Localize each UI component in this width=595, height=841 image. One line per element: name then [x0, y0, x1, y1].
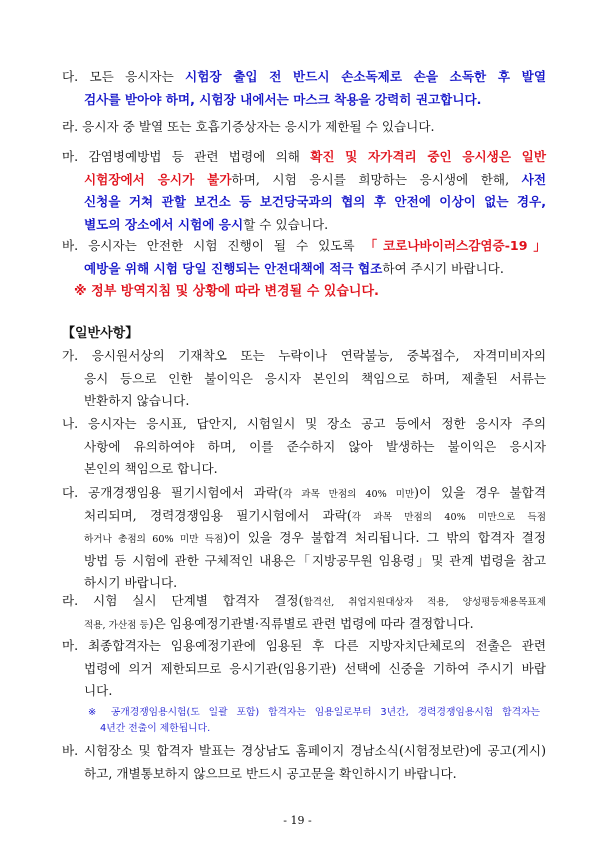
text: )이 있을 경우 불합격 처리됩니다. 그 밖의 합격자 결정: [223, 530, 546, 545]
text: 바. 응시자는 안전한 시험 진행이 될 수 있도록: [62, 238, 365, 253]
section-heading: 【일반사항】: [62, 326, 139, 341]
text: 응시 등으로 인한 불이익은 응시자 본인의 책임으로 하며, 제출된 서류는: [84, 370, 546, 386]
text: 본인의 책임으로 합니다.: [84, 461, 218, 476]
item-ma-quarantine: [62, 146, 546, 236]
general-item-ba: [62, 740, 546, 785]
emphasis-text: 별도의 장소에서 시험에 응시: [84, 216, 244, 232]
text: 니다.: [84, 683, 113, 698]
text: 하고, 개별통보하지 않으므로 반드시 공고문을 확인하시기 바랍니다.: [84, 765, 457, 781]
transfer-restriction-note: [88, 705, 540, 737]
general-item-da: [62, 482, 546, 595]
small-text: 적용, 가산점 등: [84, 619, 149, 631]
emphasis-text: 검사를 받아야 하며, 시험장 내에서는 마스크 착용을 강력히 권고합니다.: [84, 91, 482, 107]
general-item-ga: [62, 345, 546, 413]
text: 다. 공개경쟁임용 필기시험에서 과락(: [62, 485, 284, 500]
warning-text: ※ 정부 방역지침 및 상황에 따라 변경될 수 있습니다.: [74, 284, 379, 299]
emphasis-text: 사전: [521, 171, 546, 187]
text: 바. 시험장소 및 합격자 발표는 경상남도 홈페이지 경남소식(시험정보란)에 공고(게시): [62, 743, 546, 758]
general-item-ra: [62, 590, 546, 635]
emphasis-text: 신청을 거쳐 관할 보건소 등 보건당국과의 협의 후 안전에 이상이 없는 경우,: [84, 194, 546, 209]
item-da-hygiene: [62, 66, 546, 111]
small-text: 하거나 총점의 60% 미만 득점: [84, 534, 224, 545]
text: )은 임용예정기관별·직류별로 관련 법령에 따라 결정합니다.: [148, 615, 474, 631]
item-ba-covid: [62, 235, 546, 280]
text: 방법 등 시험에 관한 구체적인 내용은「지방공무원 임용령」및 관계 법령을 참고: [84, 552, 546, 568]
general-item-na: [62, 413, 546, 481]
text: 마. 최종합격자는 임용예정기관에 임용된 후 다른 지방자치단체로의 전출은 관련: [62, 638, 546, 653]
text: 나. 응시자는 응시표, 답안지, 시험일시 및 장소 공고 등에서 정한 응시자 주의: [62, 416, 546, 431]
warning-note: [74, 281, 494, 304]
text: )이 있을 경우 불합격: [414, 485, 546, 500]
text: 처리되며, 경력경쟁임용 필기시험에서 과락(: [84, 507, 352, 523]
emphasis-text: 확진 및 자가격리 중인 응시생은 일반: [310, 149, 546, 164]
item-ra-symptoms: [62, 116, 546, 139]
note-text: 4년간 전출이 제한됩니다.: [100, 723, 211, 734]
text: 하며, 시험 응시를 희망하는 응시생에 한해,: [231, 171, 522, 187]
text: 하여 주시기 바랍니다.: [382, 260, 504, 276]
emphasis-text: 시험장 출입 전 반드시 손소독제로 손을 소독한 후 발열: [185, 69, 547, 84]
emphasis-text: 시험장에서 응시가 불가: [84, 171, 232, 187]
text: 다. 모든 응시자는: [62, 69, 186, 84]
small-text: 각 과목 만점의 40% 미만: [283, 489, 415, 500]
text: 라. 시험 실시 단계별 합격자 결정(: [62, 593, 304, 608]
text: 하시기 바랍니다.: [84, 575, 178, 590]
general-item-ma: [62, 635, 546, 703]
text: 가. 응시원서상의 기재착오 또는 누락이나 연락불능, 중복접수, 자격미비자의: [62, 348, 546, 363]
text: 법령에 의거 제한되므로 응시기관(임용기관) 선택에 신중을 기하여 주시기 바랍: [84, 660, 546, 676]
small-text: 합격선, 취업지원대상자 적용, 양성평등채용목표제: [303, 597, 546, 608]
small-text: 각 과목 만점의 40% 미만으로 득점: [351, 511, 546, 523]
note-text: ※ 공개경쟁임용시험(도 일괄 포함) 합격자는 임용일로부터 3년간, 경력경쟁임용시험 합격자는: [88, 707, 540, 718]
text: 마. 감염병예방법 등 관련 법령에 의해: [62, 149, 311, 164]
emphasis-text: 예방을 위해 시험 당일 진행되는 안전대책에 적극 협조: [84, 260, 383, 276]
text: 할 수 있습니다.: [243, 216, 329, 232]
page-number: - 19 -: [283, 814, 312, 827]
text: 사항에 유의하여야 하며, 이를 준수하지 않아 발생하는 불이익은 응시자: [84, 438, 546, 454]
text: 반환하지 않습니다.: [84, 393, 190, 408]
text: 라. 응시자 중 발열 또는 호흡기증상자는 응시가 제한될 수 있습니다.: [62, 119, 435, 134]
emphasis-text: 「코로나바이러스감염증-19」: [364, 238, 546, 253]
